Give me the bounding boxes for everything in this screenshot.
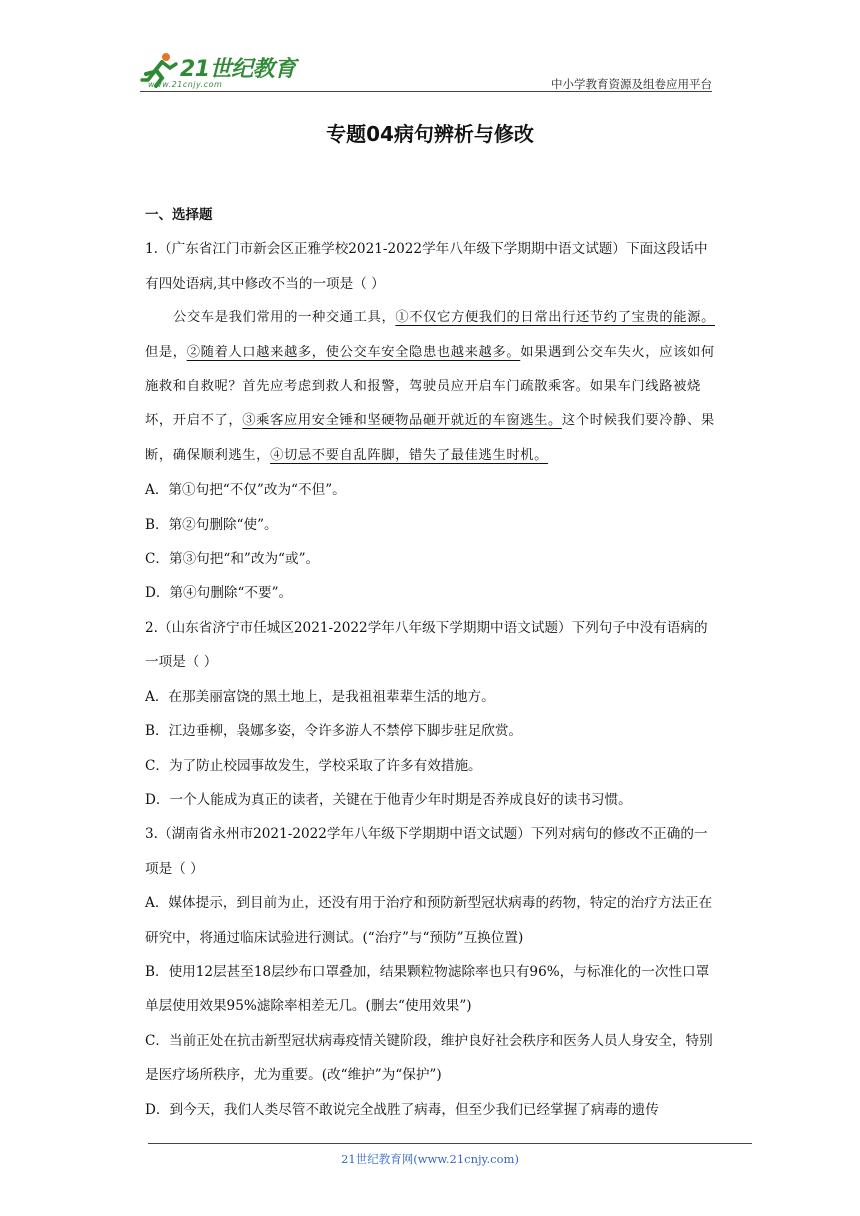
passage-sentence-1: ①不仅它方便我们的日常出行还节约了宝贵的能源。: [395, 310, 715, 326]
question-2-option-a: A．在那美丽富饶的黑土地上，是我祖祖辈辈生活的地方。: [145, 688, 495, 705]
section-heading: 一、选择题: [145, 207, 213, 223]
question-1-stem: 1.（广东省江门市新会区正雅学校2021-2022学年八年级下学期期中语文试题）下面这段话中有四处语病,其中修改不当的一项是（ ）: [145, 241, 708, 292]
question-1-option-c: C．第③句把“和”改为“或”。: [145, 551, 320, 568]
question-3-option-d: D．到今天，我们人类尽管不敢说完全战胜了病毒，但至少我们已经掌握了病毒的遗传: [145, 1101, 659, 1118]
passage-text: 这个时候我们要冷静、果断，确保顺利逃生，: [145, 413, 715, 463]
passage-sentence-2: ②随着人口越来越多，使公交车安全隐患也越来越多。: [186, 344, 521, 360]
question-2-option-c: C．为了防止校园事故发生，学校采取了许多有效措施。: [145, 757, 482, 774]
logo-text: 21世纪教育: [180, 57, 296, 82]
passage-text: 如果遇到公交车失火，应该如何施救和自救呢？首先应考虑到救人和报警，驾驶员应开启车门疏散乘客。如果车门线路被烧坏，开启不了，: [145, 344, 715, 429]
question-3-option-b: B．使用12层甚至18层纱布口罩叠加，结果颗粒物滤除率也只有96%，与标准化的一次性口罩单层使用效果95%滤除率相差无几。(删去“使用效果”): [145, 963, 710, 1015]
question-2-option-b: B．江边垂柳，袅娜多姿，令许多游人不禁停下脚步驻足欣赏。: [145, 723, 523, 740]
platform-name: 中小学教育资源及组卷应用平台: [551, 77, 712, 91]
question-3-option-c: C．当前正处在抗击新型冠状病毒疫情关键阶段，维护良好社会秩序和医务人员人身安全，特别是医疗场所秩序，尤为重要。(改“维护”为“保护”): [145, 1032, 713, 1084]
passage-sentence-4: ④切忌不要自乱阵脚，错失了最佳逃生时机。: [270, 447, 549, 463]
question-1-passage: [145, 301, 717, 473]
header-divider: [140, 91, 712, 92]
logo-url: www.21cnjy.com: [148, 80, 223, 89]
question-1-option-b: B．第②句删除“使”。: [145, 516, 278, 533]
passage-text: 公交车是我们常用的一种交通工具，: [173, 310, 396, 326]
passage-sentence-3: ③乘客应用安全锤和坚硬物品砸开就近的车窗逃生。: [242, 413, 562, 429]
question-2-option-d: D．一个人能成为真正的读者，关键在于他青少年时期是否养成良好的读书习惯。: [145, 791, 632, 808]
question-1-option-a: A．第①句把“不仅”改为“不但”。: [145, 482, 346, 499]
site-logo: [140, 48, 320, 92]
question-1-option-d: D．第④句删除“不要”。: [145, 585, 293, 602]
footer-divider: [148, 1143, 752, 1144]
question-2-stem: 2.（山东省济宁市任城区2021-2022学年八年级下学期期中语文试题）下列句子中没有语病的一项是（ ）: [145, 619, 708, 671]
passage-text: 但是，: [145, 344, 187, 360]
page-title: 专题04病句辨析与修改: [326, 122, 534, 146]
footer-link[interactable]: 21世纪教育网(www.21cnjy.com): [341, 1152, 519, 1166]
question-3-stem: 3.（湖南省永州市2021-2022学年八年级下学期期中语文试题）下列对病句的修改不正确的一项是（ ）: [145, 826, 708, 877]
page-header: [140, 40, 712, 92]
document-body: [145, 198, 717, 1127]
question-3-option-a: A．媒体提示，到目前为止，还没有用于治疗和预防新型冠状病毒的药物，特定的治疗方法正在研究中，将通过临床试验进行测试。(“治疗”与“预防”互换位置): [145, 895, 713, 946]
